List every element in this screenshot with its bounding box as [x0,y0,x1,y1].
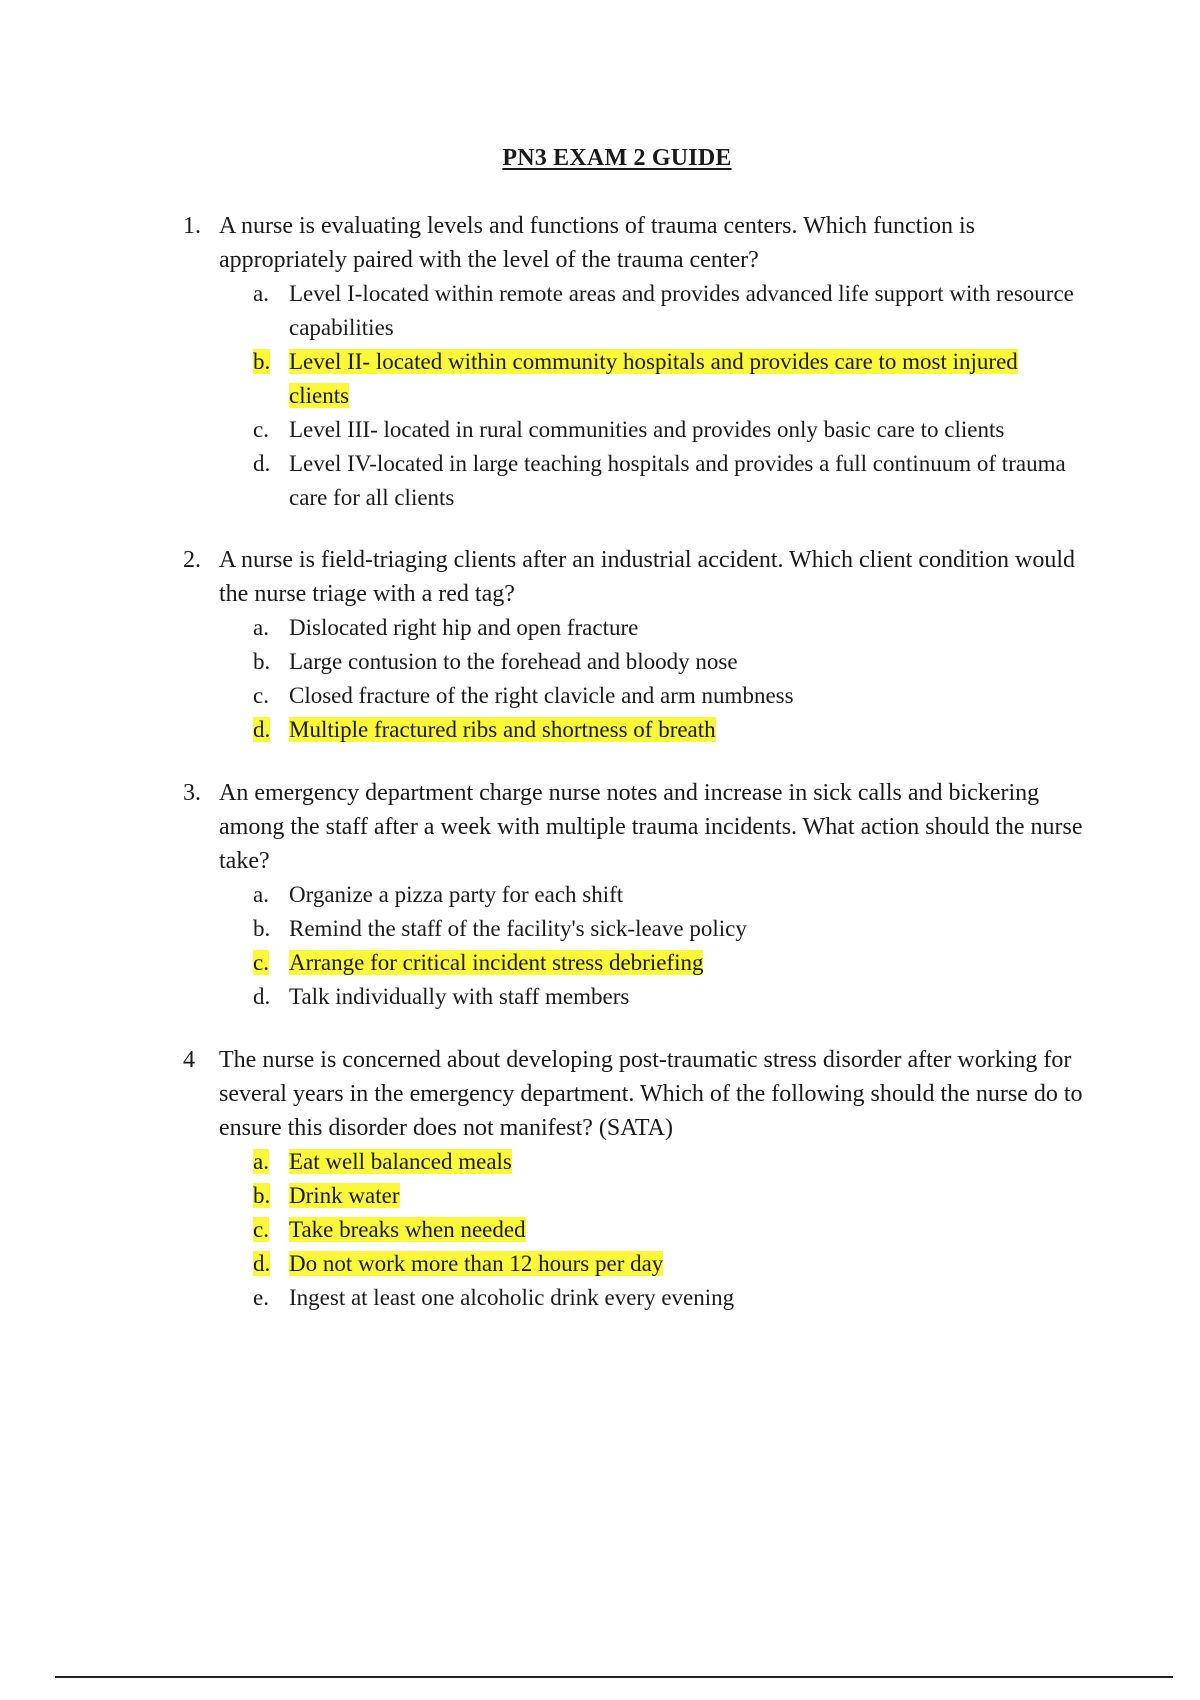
option-text-highlighted: Take breaks when needed [289,1217,526,1242]
options-list [253,878,1083,1014]
option-letter: a. [253,281,269,306]
option-letter: c. [253,417,269,442]
option-text: Level IV-located in large teaching hospitals and provides a full continuum of trauma care for all clients [289,451,1066,510]
option-c [253,679,1083,713]
option-letter: d. [253,717,271,742]
question-number: 1. [183,213,201,239]
option-c [253,413,1083,447]
option-text-highlighted: Multiple fractured ribs and shortness of breath [289,717,716,742]
option-text: Remind the staff of the facility's sick-leave policy [289,916,747,941]
option-text: Level III- located in rural communities and provides only basic care to clients [289,417,1005,442]
option-c [253,946,1083,980]
option-e [253,1281,1083,1315]
option-c [253,1213,1083,1247]
option-text-highlighted: Level II- located within community hospitals and provides care to most injured clients [289,349,1018,408]
option-letter: d. [253,451,271,476]
option-b [253,912,1083,946]
question-number: 3. [183,780,201,806]
option-b [253,1179,1083,1213]
option-text-highlighted: Do not work more than 12 hours per day [289,1251,664,1276]
page-bottom-rule [55,1676,1173,1678]
option-letter: b. [253,649,271,674]
option-letter: a. [253,1149,269,1174]
option-text: Closed fracture of the right clavicle and arm numbness [289,683,794,708]
option-text: Dislocated right hip and open fracture [289,615,639,640]
option-a [253,611,1083,645]
question-number: 4 [183,1047,195,1073]
option-text: Talk individually with staff members [289,984,630,1009]
option-text-highlighted: Eat well balanced meals [289,1149,512,1174]
question-4 [183,1043,1083,1315]
option-a [253,878,1083,912]
option-letter: c. [253,683,269,708]
option-d [253,713,1083,747]
option-text-highlighted: Arrange for critical incident stress debriefing [289,950,704,975]
question-number: 2. [183,547,201,573]
option-letter: b. [253,916,271,941]
option-a [253,1145,1083,1179]
option-letter: b. [253,1183,271,1208]
question-1 [183,209,1083,515]
question-2 [183,543,1083,747]
question-text: An emergency department charge nurse notes and increase in sick calls and bickering among the staff after a week with multiple trauma incidents. What action should the nurse take? [219,780,1083,874]
option-letter: a. [253,615,269,640]
option-text: Large contusion to the forehead and bloody nose [289,649,738,674]
option-letter: e. [253,1285,269,1310]
option-a [253,277,1083,345]
option-text: Ingest at least one alcoholic drink every evening [289,1285,735,1310]
question-text: A nurse is field-triaging clients after an industrial accident. Which client condition would the nurse triage with a red tag? [219,547,1075,607]
options-list [253,611,1083,747]
option-letter: c. [253,950,269,975]
option-letter: d. [253,984,271,1009]
option-text: Level I-located within remote areas and provides advanced life support with resource capabilities [289,281,1074,340]
question-text: A nurse is evaluating levels and functions of trauma centers. Which function is appropriately paired with the level of the trauma center? [219,213,976,273]
option-letter: b. [253,349,271,374]
document-title [0,145,1200,172]
options-list [253,277,1083,515]
option-text-highlighted: Drink water [289,1183,400,1208]
option-d [253,980,1083,1014]
question-text: The nurse is concerned about developing post-traumatic stress disorder after working for several years in the emergency department. Which of the following should the nurse do to ensure this disorder does not manifest? (SATA) [219,1047,1083,1141]
option-letter: d. [253,1251,271,1276]
question-3 [183,776,1083,1014]
option-letter: a. [253,882,269,907]
options-list [253,1145,1083,1315]
option-b [253,645,1083,679]
option-b [253,345,1083,413]
option-d [253,1247,1083,1281]
option-text: Organize a pizza party for each shift [289,882,624,907]
document-title-text: PN3 EXAM 2 GUIDE [502,145,732,171]
option-d [253,447,1083,515]
option-letter: c. [253,1217,269,1242]
